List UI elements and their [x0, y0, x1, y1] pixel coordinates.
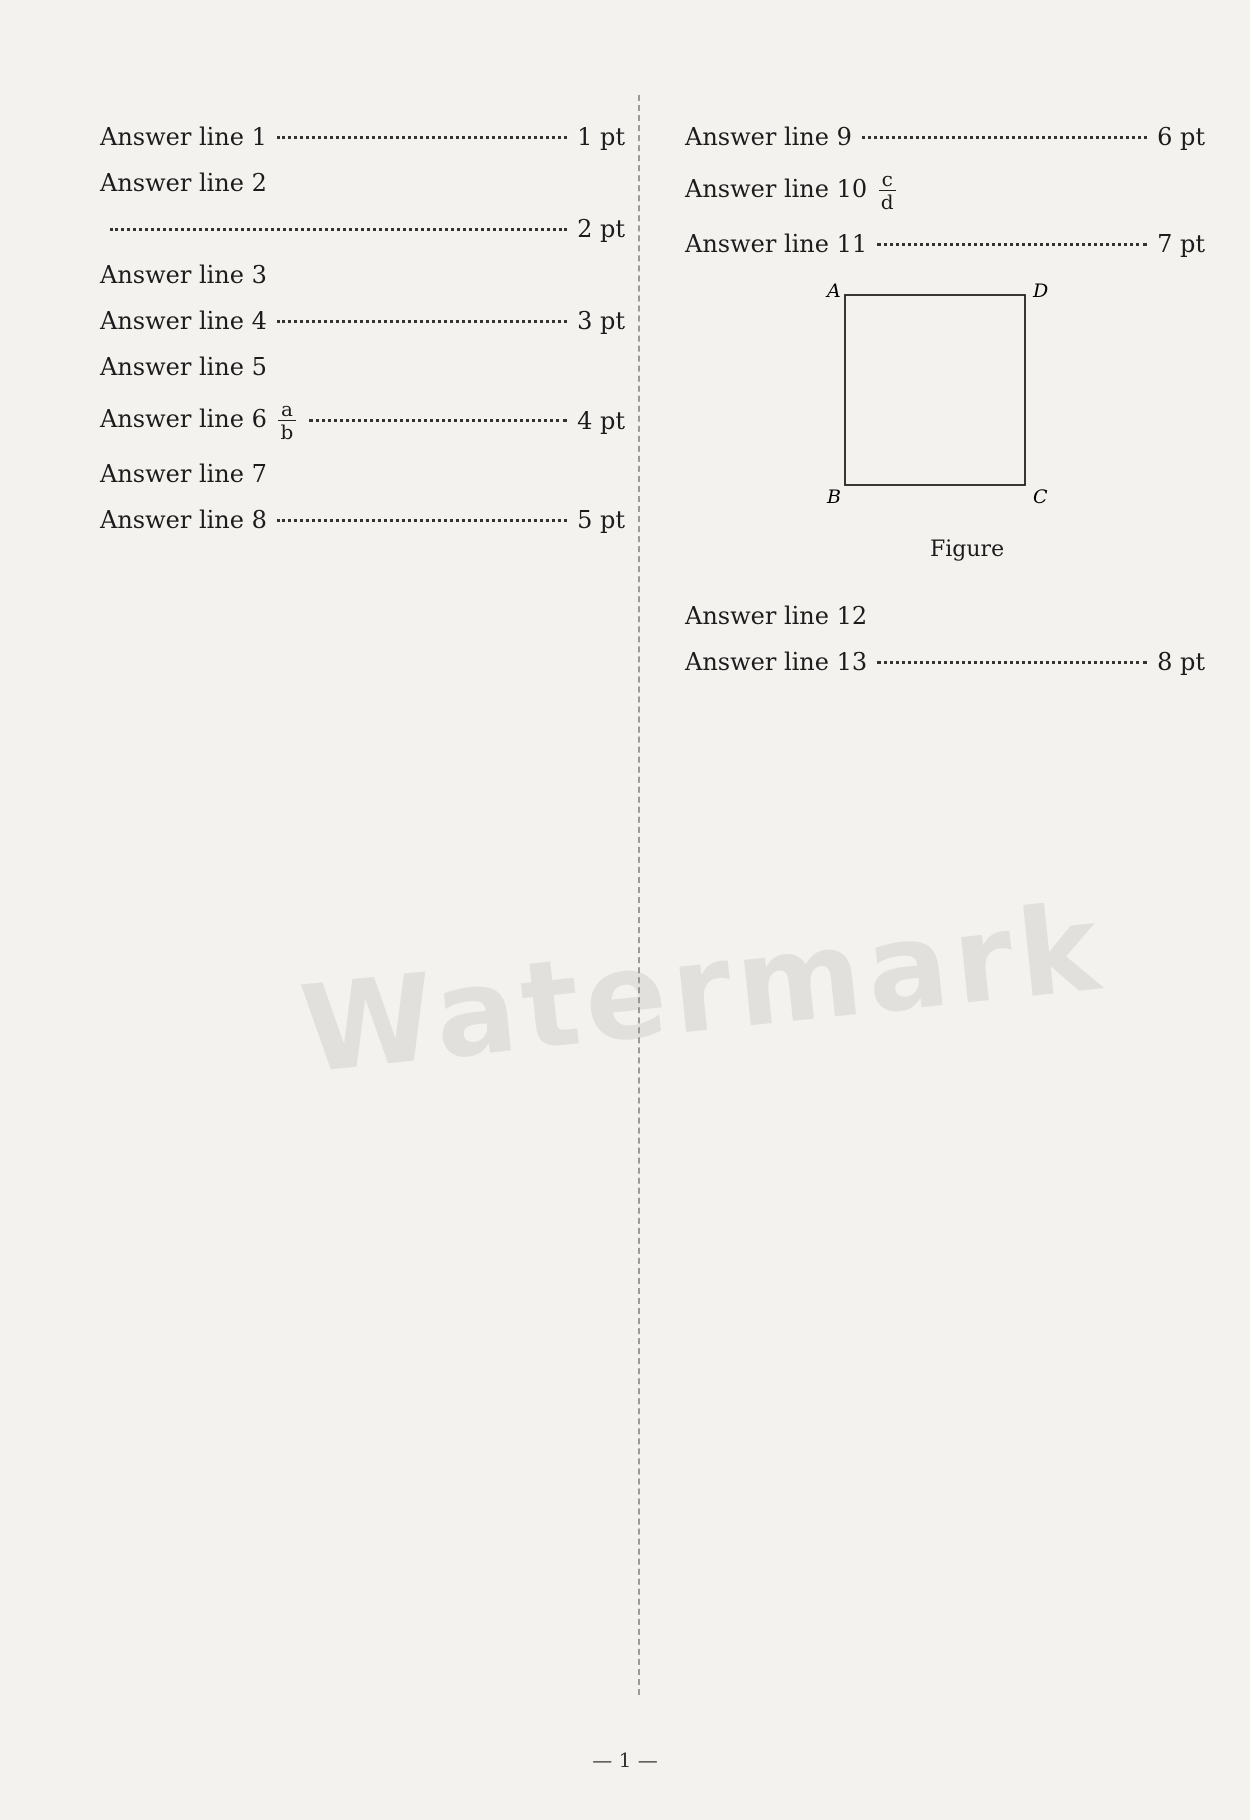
- figure-caption: Figure: [930, 537, 1005, 562]
- line-text: Answer line 12: [685, 602, 868, 630]
- vertex-label-b: B: [827, 486, 841, 508]
- page-number: — 1 —: [592, 1748, 658, 1772]
- line-text: Answer line 13: [685, 648, 868, 676]
- figure: [685, 275, 1205, 575]
- answer-line: [685, 647, 1205, 677]
- left-column: [100, 122, 625, 551]
- answer-line: [685, 601, 1205, 631]
- fraction-denominator: b: [280, 420, 294, 444]
- dot-leader: [277, 320, 567, 323]
- dot-leader: [862, 136, 1147, 139]
- score-mark: 1 pt: [577, 123, 625, 151]
- dot-leader: [877, 661, 1147, 664]
- vertex-label-c: C: [1033, 486, 1048, 508]
- answer-line: [685, 229, 1205, 259]
- answer-line: [100, 214, 625, 244]
- dot-leader: [877, 243, 1147, 246]
- dot-leader: [309, 419, 567, 422]
- answer-line: [100, 352, 625, 382]
- line-text: Answer line 5: [100, 353, 267, 381]
- answer-line: [100, 122, 625, 152]
- score-mark: 4 pt: [577, 406, 625, 435]
- line-text-before-fraction: Answer line 10: [685, 175, 875, 203]
- line-text: Answer line 2: [100, 169, 267, 197]
- watermark: Watermark: [294, 878, 1112, 1101]
- vertex-label-d: D: [1033, 280, 1049, 302]
- dot-leader: [110, 228, 567, 231]
- answer-line: [685, 122, 1205, 152]
- answer-line: [100, 306, 625, 336]
- column-divider: [638, 95, 640, 1695]
- dot-leader: [277, 136, 567, 139]
- line-text: Answer line 1: [100, 123, 267, 151]
- score-mark: 5 pt: [577, 506, 625, 534]
- score-mark: 2 pt: [577, 215, 625, 243]
- right-column: [685, 122, 1205, 693]
- right-column-top: [685, 122, 1205, 259]
- line-text: Answer line 11: [685, 230, 868, 258]
- fraction: [878, 168, 897, 213]
- right-column-bottom: [685, 601, 1205, 677]
- fraction-denominator: d: [880, 190, 894, 214]
- fraction-numerator: c: [879, 168, 896, 191]
- answer-line: [100, 505, 625, 535]
- line-text: Answer line 9: [685, 123, 852, 151]
- line-text: Answer line 4: [100, 307, 267, 335]
- line-text: Answer line 3: [100, 261, 267, 289]
- score-mark: 8 pt: [1157, 648, 1205, 676]
- line-text: [100, 398, 299, 443]
- vertex-label-a: A: [827, 280, 841, 302]
- score-mark: 6 pt: [1157, 123, 1205, 151]
- answer-line: [100, 459, 625, 489]
- geometry-figure: [805, 275, 1065, 525]
- fraction-numerator: a: [278, 398, 296, 421]
- score-mark: 3 pt: [577, 307, 625, 335]
- line-text-before-fraction: Answer line 6: [100, 405, 275, 433]
- answer-line: [100, 398, 625, 443]
- answer-line: [100, 168, 625, 198]
- answer-line: [685, 168, 1205, 213]
- line-text: Answer line 8: [100, 506, 267, 534]
- square-outline: [845, 295, 1025, 485]
- line-text: [685, 168, 900, 213]
- answer-line: [100, 260, 625, 290]
- line-text: Answer line 7: [100, 460, 267, 488]
- fraction: [278, 398, 297, 443]
- dot-leader: [277, 519, 567, 522]
- score-mark: 7 pt: [1157, 230, 1205, 258]
